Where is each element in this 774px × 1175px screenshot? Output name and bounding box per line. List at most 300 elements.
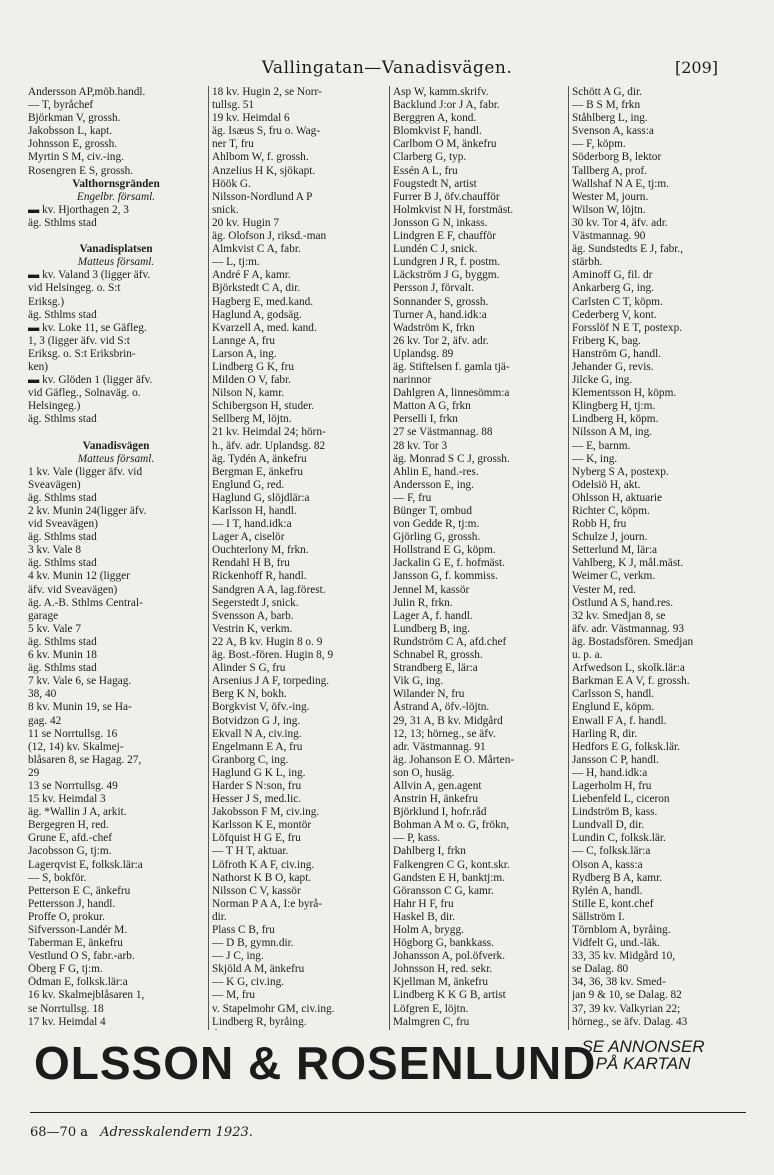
entry-line: Segerstedt J, snick. [212,596,299,609]
entry-line: Liebenfeld L, ciceron [572,793,670,806]
entry-line: Barkman E A V, f. grossh. [572,675,690,688]
entry-line: Lundgren J R, f. postm. [393,256,501,269]
entry-line: Berg K N, bokh. [212,688,287,701]
entry-line: Backlund J:or J A, fabr. [393,99,500,112]
entry-line: Johnsson E, grossh. [28,138,118,151]
entry-line: Lindberg K K G B, artist [393,989,506,1002]
entry-line: ner T, fru [212,138,254,151]
entry-line [28,426,204,439]
entry-line: u. p. a. [572,649,603,662]
entry-line: snick. [212,203,239,216]
entry-line: äg. Sthlms stad [28,635,97,648]
entry-line: h., äfv. adr. Uplandsg. 82 [212,439,326,452]
entry-line: Jonsson G N, inkass. [393,216,488,229]
entry-line: äg. Bost.-fören. Hugin 8, 9 [212,649,334,662]
entry-line: Sällström I. [572,910,625,923]
entry-line: adr. Västmannag. 91 [393,740,486,753]
entry-line: ▬ kv. Glöden 1 (ligger äfv. [28,374,153,387]
entry-line: ▬ kv. Valand 3 (ligger äfv. [28,269,151,282]
entry-line: ▬ kv. Hjorthagen 2, 3 [28,203,129,216]
entry-line: Ekvall N A, civ.ing. [212,727,302,740]
entry-line: 11 se Norrtullsg. 16 [28,727,118,740]
entry-line: Arfwedson L, skolk.lär:a [572,662,685,675]
entry-line: Löfgren E, löjtn. [393,1002,469,1015]
entry-line: (12, 14) kv. Skalmej- [28,740,124,753]
entry-line: — C, folksk.lär:a [572,845,651,858]
entry-line: 1, 3 (ligger äfv. vid S:t [28,334,130,347]
entry-line: Uplandsg. 89 [393,347,454,360]
entry-line: Rylén A, handl. [572,884,643,897]
entry-line: Ohlsson H, aktuarie [572,491,663,504]
entry-line: äg. Monrad S C J, grossh. [393,452,510,465]
entry-line: Ståhlberg L, ing. [572,112,648,125]
entry-line: Engelmann E A, fru [212,740,303,753]
entry-line: Olson A, kass:a [572,858,643,871]
entry-line: Eriksg. o. S:t Eriksbrin- [28,347,136,360]
entry-line: vid Sveavägen) [28,518,98,531]
entry-line: Andersson E, ing. [393,478,474,491]
entry-line: äg. Sthlms stad [28,216,97,229]
entry-line: Rendahl H B, fru [212,557,290,570]
entry-line: 5 kv. Vale 7 [28,622,82,635]
entry-line: — I T, hand.idk:a [212,518,292,531]
entry-line: Söderborg B, lektor [572,151,662,164]
entry-line: son O, husäg. [393,766,455,779]
entry-line: Nyberg S A, postexp. [572,465,669,478]
entry-line: Blomkvist F, handl. [393,125,482,138]
entry-line: Karlsson K E, montör [212,819,312,832]
ad-company-name: OLSSON & ROSENLUND [34,1037,597,1089]
entry-line: 27 se Västmannag. 88 [393,426,493,439]
entry-line: se Norrtullsg. 18 [28,1002,104,1015]
entry-line: Vestrin K, verkm. [212,622,293,635]
entry-line: Karlsson H, handl. [212,505,297,517]
entry-line: Ankarberg G, ing. [572,282,654,295]
entry-line: Vestlund O S, fabr.-arb. [28,950,135,963]
entry-line: — K G, civ.ing. [212,976,285,989]
entry-line: Setterlund M, lär:a [572,544,658,557]
entry-line: Höök G. [212,177,251,190]
entry-line: Jakobsson L, kapt. [28,125,113,138]
entry-line: 37, 39 kv. Valkyrian 22; [572,1002,681,1015]
entry-line: — P, kass. [393,832,441,845]
entry-line: Rydberg B A, kamr. [572,871,663,884]
entry-line: Allvin A, gen.agent [393,779,482,792]
entry-line: Berggren A, kond. [393,112,477,125]
entry-line: Schött A G, dir. [572,86,642,98]
entry-line: Ödman E, folksk.lär:a [28,976,128,989]
entry-line: äg. Sundstedts E J, fabr., [572,243,684,256]
entry-line: Arsenius J A F, torpeding. [212,675,330,688]
entry-line: Sellberg M, löjtn. [212,413,292,426]
entry-line: 29 [28,766,40,779]
entry-line: — K, ing. [572,452,618,465]
entry-line: Hesser J S, med.lic. [212,793,302,806]
entry-line: Malmgren C, fru [393,1015,470,1028]
entry-line: Nilsson A M, ing. [572,426,653,439]
entry-line: v. Stapelmohr GM, civ.ing. [212,1002,335,1015]
street-heading: Valthornsgränden [72,177,160,190]
entry-line: — D B, gymn.dir. [212,937,294,950]
entry-line [28,230,204,243]
entry-line: Borgkvist V, öfv.-ing. [212,701,310,714]
footer-page-ref: 68—70 a [30,1125,88,1140]
entry-line: Gjörling G, grossh. [393,531,481,544]
entry-line: Lundvall D, dir. [572,819,645,832]
entry-line: Björklund I, hofr.råd [393,806,487,819]
entry-line: Löfroth K A F, civ.ing. [212,858,315,871]
page-header [0,58,774,82]
entry-line: Wilander N, fru [393,688,465,701]
page-footer [30,1125,253,1140]
entry-line: Vahlberg, K J, mål.mäst. [572,557,684,570]
entry-line: Aminoff G, fil. dr [572,269,653,282]
entry-line: blåsaren 8, se Hagag. 27, [28,753,142,766]
entry-line: Svensson A, barb. [212,609,294,622]
column-3 [389,86,568,1030]
entry-line: Eriksg.) [28,295,65,308]
entry-line: äg. Isæus S, fru o. Wag- [212,125,321,138]
entry-line: dir. [212,910,227,923]
entry-line: Klementsson H, köpm. [572,387,677,400]
entry-line: Dahlgren A, linnesömm:a [393,387,510,400]
entry-line: 18 kv. Hugin 2, se Norr- [212,86,322,98]
parish-label: Engelbr. församl. [76,190,156,203]
entry-line: — T H T, aktuar. [212,845,289,858]
entry-line: äg. Sthlms stad [28,662,97,675]
entry-line: Göransson C G, kamr. [393,884,494,897]
entry-line: Björkstedt C A, dir. [212,282,301,295]
parish-label: Matteus församl. [77,256,155,269]
ad-slogan [558,1038,728,1072]
entry-line: Lagerholm H, fru [572,779,652,792]
entry-line: Jennel M, kassör [393,583,470,596]
entry-line: Richter C, köpm. [572,505,650,517]
entry-line: 33, 35 kv. Midgård 10, [572,950,676,963]
entry-line: Svenson A, kass:a [572,125,654,138]
entry-line: Wilson W, löjtn. [572,203,646,216]
ad-slogan-line-1: SE ANNONSER [581,1037,705,1056]
entry-line: Gandsten E H, banktj:m. [393,871,506,884]
entry-line: Nathorst K B O, kapt. [212,871,312,884]
entry-line: Grune E, afd.-chef [28,832,113,845]
entry-line: 12, 13; hörneg., se äfv. [393,727,496,740]
entry-line: Sandgren A A, lag.förest. [212,583,326,596]
entry-line: Petterson E C, änkefru [28,884,131,897]
entry-line: — F, fru [393,491,432,504]
entry-line: 8 kv. Munin 19, se Ha- [28,701,132,714]
entry-line: Sifversson-Landér M. [28,924,128,936]
entry-line: Persson J, förvalt. [393,282,474,295]
entry-line: Perselli I, frkn [393,413,458,426]
entry-line: Västmannag. 90 [572,230,646,243]
entry-line: Milden O V, fabr. [212,374,291,387]
entry-line: äg. Sthlms stad [28,557,97,570]
entry-line: Englund G, red. [212,478,285,491]
parish-label: Matteus församl. [77,452,155,465]
entry-line: vid Helsingeg. o. S:t [28,282,121,295]
entry-line: Robb H, fru [572,518,627,531]
entry-line: 16 kv. Skalmejblåsaren 1, [28,989,145,1002]
page-title: Vallingatan—Vanadisvägen. [261,58,513,78]
entry-line: Lindberg G K, fru [212,360,294,373]
entry-line: Östlund A S, hand.res. [572,596,674,609]
entry-line: Norman P A A, I:e byrå- [212,897,323,910]
entry-line: Lager A, ciselör [212,531,285,544]
entry-line: Larson A, ing. [212,347,277,360]
entry-line: Andersson AP,möb.handl. [28,86,146,98]
entry-line: — S, bokför. [28,871,87,884]
entry-line: Jansson C P, handl. [572,753,659,766]
entry-line: Asp W, kamm.skrifv. [393,86,489,98]
entry-line: — M, fru [212,989,255,1002]
advertisement [30,1030,746,1140]
entry-line: Jakobsson F M, civ.ing. [212,806,320,819]
entry-line: — H, hand.idk:a [572,766,648,779]
entry-line: Dahlberg I, frkn [393,845,466,858]
entry-line: Lannge A, fru [212,334,276,347]
entry-line: Enwall F A, f. handl. [572,714,667,727]
entry-line: se Dalag. 80 [572,963,629,976]
entry-line: Sveavägen) [28,478,81,491]
entry-line: Löfquist H G E, fru [212,832,301,845]
entry-line: Johansson A, pol.öfverk. [393,950,506,963]
entry-line: Jilcke G, ing. [572,374,633,387]
ad-slogan-line-2: PÅ KARTAN [595,1054,691,1073]
entry-line: Skjöld A M, änkefru [212,963,305,976]
entry-line: äg. Sthlms stad [28,531,97,544]
footer-publication: Adresskalendern 1923. [100,1125,253,1140]
page-number: [209] [674,58,718,77]
divider [30,1112,746,1113]
entry-line: Helsingeg.) [28,400,81,413]
entry-line: 21 kv. Heimdal 24; hörn- [212,426,326,439]
entry-line: Granborg C, ing. [212,753,289,766]
entry-line: garage [28,609,59,622]
entry-line: Cederberg V, kont. [572,308,657,321]
entry-line: ▬ kv. Loke 11, se Gäfleg. [28,321,147,334]
entry-line: 6 kv. Munin 18 [28,649,97,662]
entry-line: Harder S N:son, fru [212,779,302,792]
entry-line: Hollstrand E G, köpm. [393,544,496,557]
entry-line: — E, barnm. [572,439,631,452]
entry-line: ken) [28,360,49,373]
entry-line: Anstrin H, änkefru [393,793,479,806]
entry-line: Nilsson-Nordlund A P [212,190,313,203]
entry-line: Proffe O, prokur. [28,910,105,923]
entry-line: jan 9 & 10, se Dalag. 82 [572,989,682,1002]
entry-line: Vidfelt G, und.-läk. [572,937,661,950]
entry-line: Forsslöf N E T, postexp. [572,321,683,334]
entry-line: — F, köpm. [572,138,626,151]
entry-line: Ahlin E, hand.-res. [393,465,479,478]
entry-line: Lager A, f. handl. [393,609,473,622]
entry-line: Lindberg H, köpm. [572,413,659,426]
entry-line: Weimer C, verkm. [572,570,656,583]
entry-line: Johnsson H, red. sekr. [393,963,493,976]
entry-line: Carlbom O M, änkefru [393,138,497,151]
entry-line: Odelsiö H, akt. [572,478,641,491]
entry-line: 2 kv. Munin 24(ligger äfv. [28,505,147,517]
entry-line: Essén A L, fru [393,164,458,177]
entry-line: äg. *Wallin J A, arkit. [28,806,127,819]
entry-line: Falkengren C G, kont.skr. [393,858,510,871]
entry-line: Schulze J, journ. [572,531,648,544]
entry-line: Almkvist C A, fabr. [212,243,301,256]
entry-line: Kjellman M, änkefru [393,976,489,989]
entry-line: Haskel B, dir. [393,910,456,923]
entry-line: Carlsson S, handl. [572,688,655,701]
entry-line: Turner A, hand.idk:a [393,308,487,321]
entry-line: Hedfors E G, folksk.lär. [572,740,680,753]
entry-line: 19 kv. Heimdal 6 [212,112,290,125]
entry-line: Haglund G K L, ing. [212,766,306,779]
entry-line: Jackalin G E, f. hofmäst. [393,557,505,570]
entry-line: Julin R, frkn. [393,596,453,609]
entry-line: 38, 40 [28,688,57,701]
entry-line: vid Gäfleg., Solnaväg. o. [28,387,141,400]
entry-line: — B S M, frkn [572,99,641,112]
entry-line: Lundén C J, snick. [393,243,478,256]
entry-line: Anzelius H K, sjökapt. [212,164,316,177]
entry-line: 34, 36, 38 kv. Smed- [572,976,666,989]
entry-line: äg. Stiftelsen f. gamla tjä- [393,360,510,373]
entry-line: Taberman E, änkefru [28,937,123,950]
entry-line: von Gedde R, tj:m. [393,518,480,531]
entry-line: Lundin C, folksk.lär. [572,832,666,845]
entry-line: Myrtin S M, civ.-ing. [28,151,124,164]
entry-line: äfv. vid Sveavägen) [28,583,118,596]
entry-line: Klingberg H, tj:m. [572,400,656,413]
entry-line: Strandberg E, lär:a [393,662,478,675]
entry-line: Harling R, dir. [572,727,638,740]
entry-line: 29, 31 A, B kv. Midgård [393,714,503,727]
entry-line: 26 kv. Tor 2, äfv. adr. [393,334,489,347]
entry-line: äg. Tydén A, änkefru [212,452,307,465]
entry-line: Carlsten C T, köpm. [572,295,663,308]
entry-line: — L, tj:m. [212,256,260,269]
entry-line: 13 se Norrtullsg. 49 [28,779,118,792]
entry-line: äfv. adr. Västmannag. 93 [572,622,684,635]
entry-line: Englund E, köpm. [572,701,655,714]
entry-line: Jansson G, f. kommiss. [393,570,498,583]
entry-line: Wester M, journ. [572,190,649,203]
entry-line: Rosengren E S, grossh. [28,164,134,177]
entry-line: Alinder S G, fru [212,662,286,675]
entry-line: Plass C B, fru [212,924,275,936]
entry-line: — J C, ing. [212,950,264,963]
entry-line: 17 kv. Heimdal 4 [28,1015,106,1028]
entry-line: Rickenhoff R, handl. [212,570,307,583]
entry-line: Törnblom A, byråing. [572,924,671,936]
entry-line: Kvarzell A, med. kand. [212,321,317,334]
entry-line: Jehander G, revis. [572,360,654,373]
entry-line: Öberg F G, tj:m. [28,963,103,976]
street-heading: Vanadisvägen [82,439,150,452]
entry-line: Ouchterlony M, frkn. [212,544,309,557]
entry-line: Botvidzon G J, ing. [212,714,301,727]
entry-line: Nilson N, kamr. [212,387,285,400]
entry-line: Lindström B, kass. [572,806,658,819]
entry-line: Björkman V, grossh. [28,112,121,125]
entry-line: Hahr H F, fru [393,897,454,910]
entry-line: äg. Sthlms stad [28,491,97,504]
entry-line: Vik G, ing. [393,675,444,688]
entry-line: Stille E, kont.chef [572,897,654,910]
entry-line: stärbh. [572,256,603,269]
entry-line: hörneg., se äfv. Dalag. 43 [572,1015,688,1028]
entry-line: 20 kv. Hugin 7 [212,216,280,229]
entry-line: Nilsson C V, kassör [212,884,301,897]
entry-line: Lagerqvist E, folksk.lär:a [28,858,143,871]
entry-line: 7 kv. Vale 6, se Hagag. [28,675,132,688]
entry-line: Lindberg R, byråing. [212,1015,307,1028]
entry-line: Matton A G, frkn [393,400,471,413]
entry-line: Furrer B J, öfv.chaufför [393,190,500,203]
entry-line: äg. Sthlms stad [28,308,97,321]
entry-line: Ahlbom W, f. grossh. [212,151,309,164]
entry-line: Pettersson J, handl. [28,897,116,910]
entry-line: Lundberg B, ing. [393,622,470,635]
entry-line: 3 kv. Vale 8 [28,544,82,557]
entry-line: Läckström J G, byggm. [393,269,500,282]
entry-line: Tallberg A, prof. [572,164,647,177]
entry-line: André F A, kamr. [212,269,291,282]
entry-line: Bünger T, ombud [393,505,472,517]
entry-line: äg. Olofson J, riksd.-man [212,230,327,243]
entry-line: Bergman E, änkefru [212,465,304,478]
column-2 [208,86,389,1030]
entry-line: Bergegren H, red. [28,819,109,832]
entry-line: Hagberg E, med.kand. [212,295,314,308]
entry-line: 28 kv. Tor 3 [393,439,448,452]
entry-line: Friberg K, bag. [572,334,641,347]
entry-line: Clarberg G, typ. [393,151,467,164]
entry-line: Haglund G, slöjdlär:a [212,491,310,504]
entry-line: Högborg G, bankkass. [393,937,494,950]
entry-line: — T, byråchef [28,99,94,112]
entry-line: Fougstedt N, artist [393,177,477,190]
entry-line: 22 A, B kv. Hugin 8 o. 9 [212,635,323,648]
entry-line: Holmkvist N H, forstmäst. [393,203,514,216]
entry-line: Schibergson H, studer. [212,400,315,413]
entry-line: Sonnander S, grossh. [393,295,489,308]
entry-line: Rundström C A, afd.chef [393,635,507,648]
entry-line: narinnor [393,374,432,387]
entry-line: Schnabel R, grossh. [393,649,483,662]
entry-line: 1 kv. Vale (ligger äfv. vid [28,465,143,478]
column-4 [568,86,748,1030]
entry-line: Hanström G, handl. [572,347,662,360]
entry-line: äg. Sthlms stad [28,413,97,426]
street-heading: Vanadisplatsen [79,243,153,256]
entry-line: Jacobsson G, tj:m. [28,845,112,858]
entry-line: Åstrand A, öfv.-löjtn. [393,701,490,714]
column-1 [28,86,204,1030]
entry-line: Lindgren E F, chaufför [393,230,497,243]
entry-line: Wadström K, frkn [393,321,475,334]
entry-line: 15 kv. Heimdal 3 [28,793,106,806]
entry-line: 32 kv. Smedjan 8, se [572,609,666,622]
entry-line: Holm A, brygg. [393,924,464,936]
entry-line: Wallshaf N A E, tj:m. [572,177,669,190]
entry-line: 30 kv. Tor 4, äfv. adr. [572,216,668,229]
entry-line: tullsg. 51 [212,99,255,112]
entry-line: äg. A.-B. Sthlms Central- [28,596,143,609]
entry-line: äg. Johanson E O. Mårten- [393,753,515,766]
entry-line: Vester M, red. [572,583,636,596]
entry-line: äg. Bostadsfören. Smedjan [572,635,694,648]
